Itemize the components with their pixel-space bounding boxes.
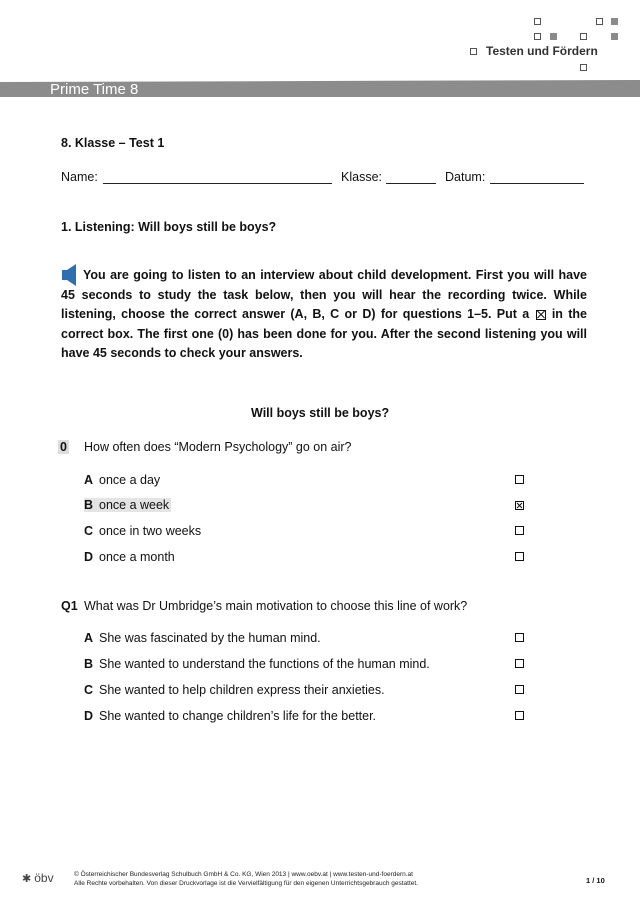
logo-square bbox=[580, 33, 587, 40]
question-number: Q1 bbox=[61, 599, 78, 613]
logo-square bbox=[550, 33, 557, 40]
answer-checkbox-1-c[interactable] bbox=[515, 685, 524, 694]
option-letter: D bbox=[84, 550, 94, 564]
option-text: once a month bbox=[99, 550, 175, 564]
header-title: Prime Time 8 bbox=[50, 81, 139, 98]
option-letter: B bbox=[84, 498, 94, 512]
section-title: 1. Listening: Will boys still be boys? bbox=[61, 220, 277, 234]
task-title: Will boys still be boys? bbox=[251, 406, 390, 420]
option-1-d bbox=[84, 709, 376, 723]
option-text: once in two weeks bbox=[99, 524, 202, 538]
option-0-d bbox=[84, 550, 175, 564]
instructions-part1: You are going to listen to an interview about child development. First you will have 45 seconds to study the task below, then you will hear the recording twice. While listening, choose the correct answer (A, B, C or D) for questions 1–5. Put a bbox=[61, 268, 587, 322]
question-text: What was Dr Umbridge’s main motivation to choose this line of work? bbox=[84, 599, 468, 613]
logo-square bbox=[611, 33, 618, 40]
option-letter: D bbox=[84, 709, 94, 723]
option-text: once a week bbox=[99, 498, 170, 512]
answer-checkbox-1-d[interactable] bbox=[515, 711, 524, 720]
date-label: Datum: bbox=[445, 170, 486, 184]
asterisk-icon: ✱ bbox=[22, 873, 32, 885]
footer-rights: Alle Rechte vorbehalten. Von dieser Druckvorlage ist die Vervielfältigung für den eigenen Unterrichtsgebrauch gestattet. bbox=[74, 880, 418, 887]
publisher-logo bbox=[22, 871, 54, 885]
answer-checkbox-0-a[interactable] bbox=[515, 475, 524, 484]
name-field[interactable] bbox=[103, 183, 332, 184]
option-letter: A bbox=[84, 631, 94, 645]
logo-square bbox=[580, 64, 587, 71]
answer-checkbox-0-b[interactable] bbox=[515, 501, 524, 510]
logo-square bbox=[596, 18, 603, 25]
option-letter: C bbox=[84, 524, 94, 538]
option-0-b bbox=[84, 498, 171, 512]
option-letter: A bbox=[84, 473, 94, 487]
question-text: How often does “Modern Psychology” go on air? bbox=[84, 440, 352, 454]
answer-checkbox-0-c[interactable] bbox=[515, 526, 524, 535]
class-label: Klasse: bbox=[341, 170, 382, 184]
option-text: once a day bbox=[99, 473, 161, 487]
checked-box-icon bbox=[536, 310, 546, 320]
footer-copyright: © Österreichischer Bundesverlag Schulbuch GmbH & Co. KG, Wien 2013 | www.oebv.at | www.testen-und-foerdern.at bbox=[74, 871, 413, 878]
logo-square bbox=[470, 48, 477, 55]
option-1-b bbox=[84, 657, 430, 671]
brand-name: Testen und Fördern bbox=[486, 44, 598, 58]
option-letter: B bbox=[84, 657, 94, 671]
answer-checkbox-0-d[interactable] bbox=[515, 552, 524, 561]
logo-square bbox=[534, 33, 541, 40]
publisher-name: öbv bbox=[34, 871, 54, 885]
question-number: 0 bbox=[60, 440, 67, 454]
test-title: 8. Klasse – Test 1 bbox=[61, 136, 165, 150]
option-text: She was fascinated by the human mind. bbox=[99, 631, 321, 645]
option-0-a bbox=[84, 473, 160, 487]
class-field[interactable] bbox=[386, 183, 436, 184]
option-1-a bbox=[84, 631, 321, 645]
option-letter: C bbox=[84, 683, 94, 697]
option-text: She wanted to change children’s life for the better. bbox=[99, 709, 377, 723]
date-field[interactable] bbox=[490, 183, 584, 184]
instructions-part2: in the correct box. The first one (0) has been done for you. After the second listening you will have 45 seconds to check your answers. bbox=[61, 307, 587, 361]
name-label: Name: bbox=[61, 170, 98, 184]
option-1-c bbox=[84, 683, 385, 697]
logo-square bbox=[534, 18, 541, 25]
option-0-c bbox=[84, 524, 201, 538]
logo-square bbox=[611, 18, 618, 25]
option-text: She wanted to understand the functions of the human mind. bbox=[99, 657, 430, 671]
answer-checkbox-1-a[interactable] bbox=[515, 633, 524, 642]
page-number: 1 / 10 bbox=[586, 876, 605, 885]
answer-checkbox-1-b[interactable] bbox=[515, 659, 524, 668]
instructions bbox=[61, 266, 587, 364]
option-text: She wanted to help children express their anxieties. bbox=[99, 683, 385, 697]
